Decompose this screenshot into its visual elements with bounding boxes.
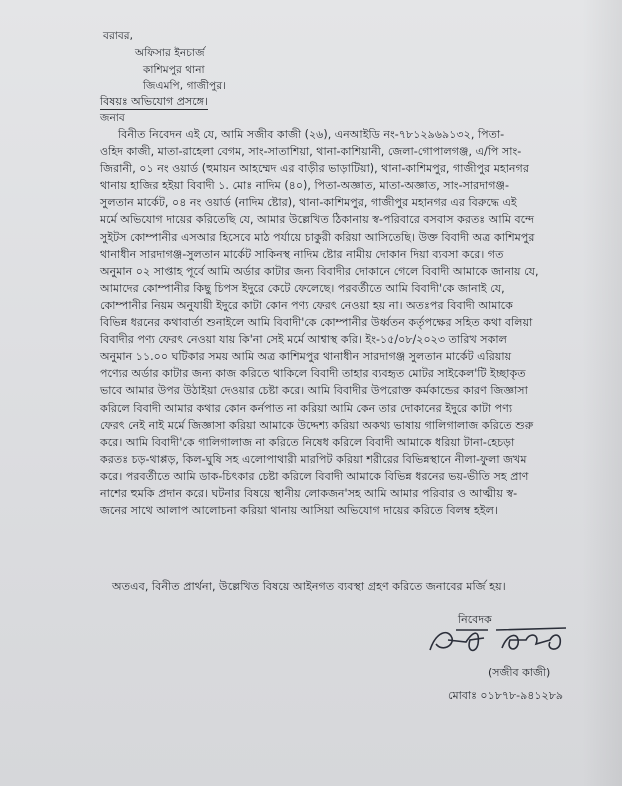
body-line: কোম্পানীর নিয়ম অনুযায়ী ইদুরে কাটা কোন পণ্য ফেরৎ নেওয়া হয় না। অতঃপর বিবাদী আমাকে [100, 298, 513, 312]
subject-line [100, 93, 208, 112]
recipient-station: কাশিমপুর থানা [143, 64, 205, 76]
body-line: সুইটস কোম্পানীর এসআর হিসেবে মাঠ পর্যায়ে চাকুরী করিয়া আসিতেছি। উক্ত বিবাদী অত্র কাশিমপুর [100, 230, 535, 244]
body-line: ভাবে আমার উপর উঠাইয়া দেওয়ার চেষ্টা করে। আমি বিবাদীর উপরোক্ত কর্মকান্ডের কারণ জিজ্ঞাসা [100, 384, 528, 398]
body-line: থানাধীন সারদাগঞ্জ-সুলতান মার্কেট সাকিনস্থ নাদিম ষ্টোর নামীয় দোকান দিয়া ব্যবসা করে। গত [100, 247, 504, 261]
body-line: নাশের হুমকি প্রদান করে। ঘটনার বিষয়ে স্থানীয় লোকজন'সহ আমি আমার পরিবার ও আত্মীয় স্ব- [100, 486, 518, 500]
closing-prayer: অতএব, বিনীত প্রার্থনা, উল্লেখিত বিষয়ে আইনগত ব্যবস্থা গ্রহণ করিতে জনাবের মর্জি হয়। [112, 580, 506, 593]
greeting: জনাব [100, 112, 125, 124]
body-line: করতঃ চড়-থাপ্পড়, কিল-ঘুষি সহ এলোপাথারী মারপিট করিয়া শরীরের বিভিন্নস্থানে নীলা-ফুলা জখম [100, 452, 527, 466]
body-line: ফেরৎ নেই নাই মর্মে জিজ্ঞাসা করিয়া আমাকে উদ্দেশ্য করিয়া অকথ্য ভাষায় গালিগালাজ করিতে শুরু [100, 418, 534, 432]
body-line: করে। পরবর্তীতে আমি ডাক-চিৎকার চেষ্টা করিলে বিবাদী আমাকে বিভিন্ন ধরনের ভয়-ভীতি সহ প্রাণ [100, 469, 529, 483]
body-line: জিরানী, ০১ নং ওয়ার্ড (হুমায়ন আহম্মেদ এর বাড়ীর ভাড়াটিয়া), থানা-কাশিমপুর, গাজীপুর মহানগর [100, 162, 529, 176]
body-line: মর্মে অভিযোগ দায়ের করিতেছি যে, আমার উল্লেখিত ঠিকানায় স্ব-পরিবারে বসবাস করতঃ আমি বন্দে [100, 213, 535, 227]
handwritten-signature [426, 622, 576, 662]
mobile-number: মোবাঃ ০১৮৭৮-৯৪১২৮৯ [448, 689, 563, 702]
body-line: পণ্যের অর্ডার কাটার জন্য কাজ করিতে থাকিলে বিবাদী তাহার ব্যবহৃত মোটর সাইকেল'টি ইচ্ছাকৃত [100, 367, 526, 381]
salutation-to: বরাবর, [103, 30, 134, 42]
body-line: অনুমান ১১.০০ ঘটিকার সময় আমি অত্র কাশিমপুর থানাধীন সারদাগঞ্জ সুলতান মার্কেট এরিয়ায় [100, 350, 512, 364]
body-line: বিনীত নিবেদন এই যে, আমি সজীব কাজী (২৬), এনআইডি নং-৭৮১২৯৬৯১৩২, পিতা- [118, 128, 505, 141]
body-line: আমাদের কোম্পানীর কিছু চিপস ইদুরে কেটে ফেলেছে। পরবর্তীতে আমি বিবাদী'কে জানাই যে, [100, 281, 505, 295]
body-line: অনুমান ০২ সাপ্তাহ পূর্বে আমি অর্ডার কাটার জন্য বিবাদীর দোকানে গেলে বিবাদী আমাকে জানায় যে, [100, 264, 539, 278]
applicant-name: (সজীব কাজী) [488, 666, 551, 679]
body-line: ওহিদ কাজী, মাতা-রাহেলা বেগম, সাং-সাতাশিয়া, থানা-কাশিয়ানী, জেলা-গোপালগঞ্জ, এ/পি সাং- [100, 145, 522, 159]
recipient-district: জিএমপি, গাজীপুর। [143, 80, 227, 92]
letter-body [100, 126, 570, 519]
body-line: করিলে বিবাদী আমার কথার কোন কর্নপাত না করিয়া আমি কেন তার দোকানের ইদুরে কাটা পণ্য [100, 401, 513, 415]
subject-text: বিষয়ঃ অভিযোগ প্রসঙ্গে। [100, 95, 208, 108]
body-line: সুলতান মার্কেট, ০৪ নং ওয়ার্ড (নাদিম ষ্টোর), থানা-কাশিমপুর, গাজীপুর মহানগর এর বিরুদ্ধে এই [100, 196, 517, 210]
body-line: করে। আমি বিবাদী'কে গালিগালাজ না করিতে নিষেধ করিলে বিবাদী আমাকে ধরিয়া টানা-হেচড়া [100, 435, 515, 449]
applicant-label: নিবেদক [458, 613, 492, 626]
recipient-title: অফিসার ইনচার্জ [135, 47, 205, 59]
body-line: থানায় হাজির হইয়া বিবাদী ১. মোঃ নাদিম (৪০), পিতা-অজ্ঞাত, মাতা-অজ্ঞাত, সাং-সারদাগঞ্জ- [100, 179, 510, 193]
body-line: জনের সাথে আলাপ আলোচনা করিয়া থানায় আসিয়া অভিযোগ দায়ের করিতে বিলম্ব হইল। [100, 504, 498, 518]
body-line: বিবাদীর পণ্য ফেরৎ নেওয়া যায় কি'না সেই মর্মে আশ্বাস্থ করি। ইং-১৫/০৮/২০২৩ তারিখ সকাল [100, 333, 507, 347]
body-line: বিভিন্ন ধরনের কথাবার্তা শুনাইলে আমি বিবাদী'কে কোম্পানীর উর্ধ্বতন কর্তৃপক্ষের সহিত কথা বলিয়া [100, 316, 533, 330]
page-shadow [582, 0, 622, 786]
